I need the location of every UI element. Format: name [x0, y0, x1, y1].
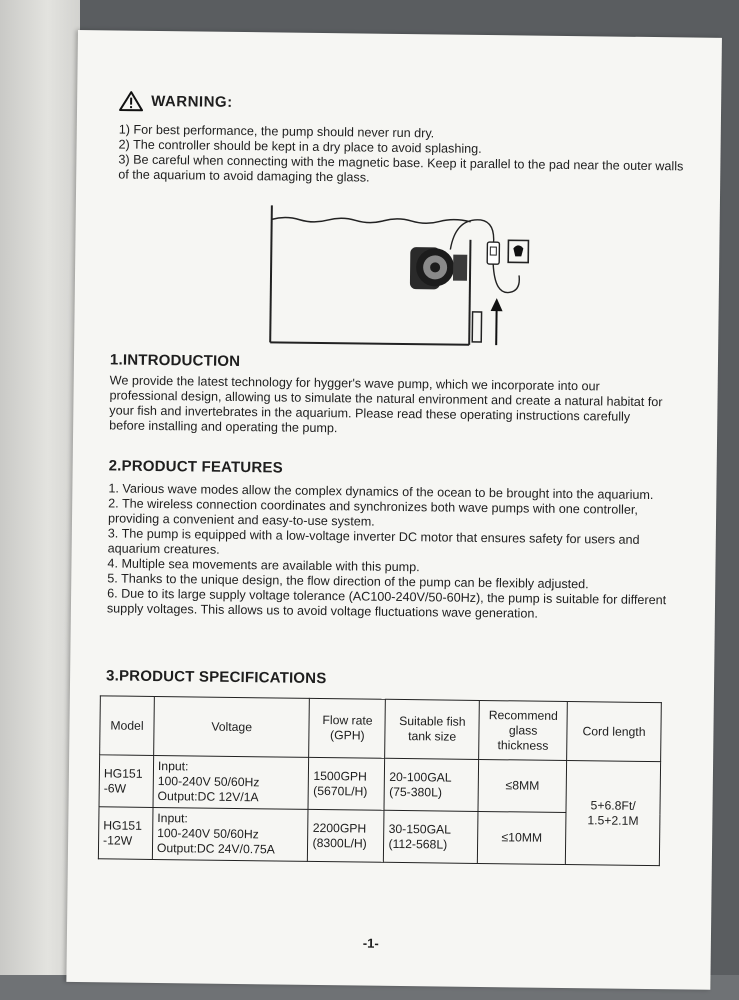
feature-item: 3. The pump is equipped with a low-voltage inverter DC motor that ensures safety for users and aquarium creatures.	[107, 526, 640, 557]
warning-line: 2) The controller should be kept in a dry place to avoid splashing.	[118, 137, 482, 156]
column-header-model: Model	[100, 696, 155, 756]
column-header-tank-size: Suitable fish tank size	[385, 699, 479, 759]
voltage-input-value: 100-240V 50/60Hz	[157, 774, 260, 790]
introduction-text	[109, 373, 670, 440]
warning-triangle-icon	[119, 91, 143, 112]
voltage-input-label: Input:	[157, 759, 189, 774]
cell-glass-thickness: ≤10MM	[478, 811, 567, 864]
manual-page	[66, 30, 722, 990]
warning-line: 1) For best performance, the pump should never run dry.	[118, 122, 435, 141]
cell-flow-rate: 2200GPH (8300L/H)	[308, 809, 385, 862]
up-arrow-icon	[490, 298, 503, 345]
warning-header	[119, 91, 233, 113]
cell-glass-thickness: ≤8MM	[478, 759, 567, 812]
cell-cord-length: 5+6.8Ft/ 1.5+2.1M	[565, 761, 660, 866]
warning-list	[118, 123, 689, 190]
feature-item: 1. Various wave modes allow the complex dynamics of the ocean to be brought into the aquarium.	[108, 481, 654, 503]
introduction-heading: 1.INTRODUCTION	[109, 351, 241, 371]
specifications-table	[98, 695, 662, 866]
feature-item: 6. Due to its large supply voltage tolerance (AC100-240V/50-60Hz), the pump is suitable for different supply voltages. This allows us to avoid voltage fluctuations wave generation.	[106, 586, 667, 621]
introduction-paragraph: We provide the latest technology for hygger's wave pump, which we incorporate into our professional design, allowing us to simulate the natural environment and create a natural habitat for your fish and invertebrates in the aquarium. Please read these operating instructions carefully before installing and operating the pump.	[109, 373, 663, 436]
magnet-pad-icon	[472, 312, 481, 342]
column-header-glass-thickness: Recommend glass thickness	[479, 700, 568, 760]
power-outlet-icon	[508, 240, 528, 262]
column-header-voltage: Voltage	[154, 696, 310, 757]
wave-pump-icon	[410, 247, 468, 290]
features-heading: 2.PRODUCT FEATURES	[108, 457, 283, 477]
feature-item: 2. The wireless connection coordinates and synchronizes both wave pumps with one controller, providing a convenient and easy-to-use system.	[107, 496, 638, 529]
aquarium-installation-diagram	[264, 197, 536, 350]
features-list	[107, 481, 669, 623]
cell-voltage	[152, 807, 308, 861]
cell-voltage	[153, 755, 309, 809]
warning-title: WARNING:	[151, 92, 233, 111]
voltage-input-label: Input:	[157, 811, 188, 826]
table-header-row	[100, 696, 662, 762]
column-header-cord-length: Cord length	[567, 702, 662, 762]
column-header-flow-rate: Flow rate (GPH)	[309, 698, 386, 758]
table-row	[99, 755, 661, 814]
voltage-output-value: Output:DC 12V/1A	[157, 789, 259, 805]
warning-line: 3) Be careful when connecting with the magnetic base. Keep it parallel to the pad near the outer walls of the aquarium to avoid damaging the glass.	[118, 152, 684, 185]
specifications-heading: 3.PRODUCT SPECIFICATIONS	[106, 667, 327, 688]
feature-item: 4. Multiple sea movements are available with this pump.	[107, 556, 420, 575]
cell-flow-rate: 1500GPH (5670L/H)	[308, 757, 385, 810]
cell-tank-size: 20-100GAL (75-380L)	[384, 758, 478, 811]
voltage-input-value: 100-240V 50/60Hz	[157, 826, 259, 842]
voltage-output-value: Output:DC 24V/0.75A	[156, 841, 275, 857]
feature-item: 5. Thanks to the unique design, the flow direction of the pump can be flexibly adjusted.	[107, 571, 589, 592]
cell-tank-size: 30-150GAL (112-568L)	[384, 810, 478, 863]
page-number: -1-	[362, 935, 379, 951]
cell-model: HG151 -6W	[99, 755, 154, 808]
cell-model: HG151 -12W	[98, 807, 153, 860]
